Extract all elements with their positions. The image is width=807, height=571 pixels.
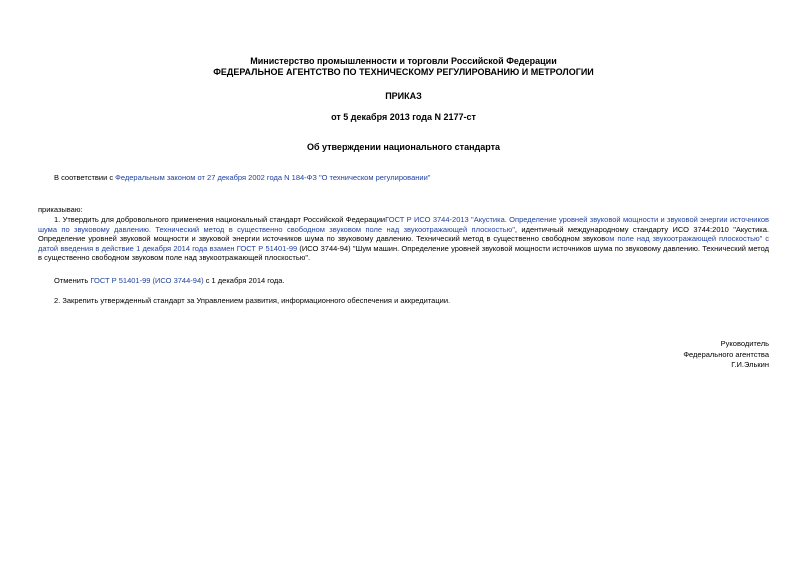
- preamble-prefix: В соответствии с: [54, 173, 116, 182]
- document-title: Об утверждении национального стандарта: [306, 142, 501, 152]
- signature-block: [683, 339, 769, 371]
- gost-r-51401-99-link[interactable]: ГОСТ Р 51401-99 (ИСО 3744-94): [90, 276, 204, 285]
- cancel-paragraph: [38, 276, 769, 286]
- item1-text-2: , идентичный международному стандарту ИСО 3744:2010 "Акустика. Определение уровней звуковой мощности и звуковой энергии источников шума по звуковому давлению. Технический метод в существенно свободном звуков: [38, 224, 769, 243]
- document-type: ПРИКАЗ: [385, 91, 422, 101]
- cancel-prefix: Отменить: [54, 276, 91, 285]
- document-date-number: от 5 декабря 2013 года N 2177-ст: [331, 112, 476, 122]
- signature-position-2: Федерального агентства: [683, 349, 769, 359]
- gost-r-iso-3744-2013-link[interactable]: ГОСТ Р ИСО 3744-2013 "Акустика. Определение уровней звуковой мощности и звуковой энергии источников шума по звуковому давлению. Технический метод в существенно свободном звуковом поле над звукоотражающей плоскостью": [38, 215, 769, 234]
- agency-name: ФЕДЕРАЛЬНОЕ АГЕНТСТВО ПО ТЕХНИЧЕСКОМУ РЕГУЛИРОВАНИЮ И МЕТРОЛОГИИ: [213, 67, 594, 77]
- signature-position-1: Руководитель: [720, 339, 769, 348]
- order-word: приказываю:: [38, 205, 83, 214]
- preamble: [38, 173, 769, 183]
- cancel-suffix: с 1 декабря 2014 года.: [203, 276, 285, 285]
- federal-law-link[interactable]: Федеральным законом от 27 декабря 2002 года N 184-ФЗ "О техническом регулировании": [115, 173, 431, 182]
- ministry-name: Министерство промышленности и торговли Российской Федерации: [250, 56, 557, 66]
- item1-text-1: 1. Утвердить для добровольного применения национальный стандарт Российской Федерации: [54, 215, 386, 224]
- order-item-2: 2. Закрепить утвержденный стандарт за Управлением развития, информационного обеспечения и аккредитации.: [54, 296, 451, 305]
- item1-text-3: (ИСО 3744-94) "Шум машин. Определение уровней звуковой мощности источников шума по звуковому давлению. Технический метод в существенно свободном звуковом поле над звукоотражающей плоскостью".: [38, 243, 769, 262]
- signature-name: Г.И.Элькин: [731, 360, 769, 369]
- order-item-1: [38, 215, 769, 263]
- effective-date-link[interactable]: ом поле над звукоотражающей плоскостью" с датой введения в действие 1 декабря 2014 года взамен ГОСТ Р 51401-99: [38, 234, 769, 253]
